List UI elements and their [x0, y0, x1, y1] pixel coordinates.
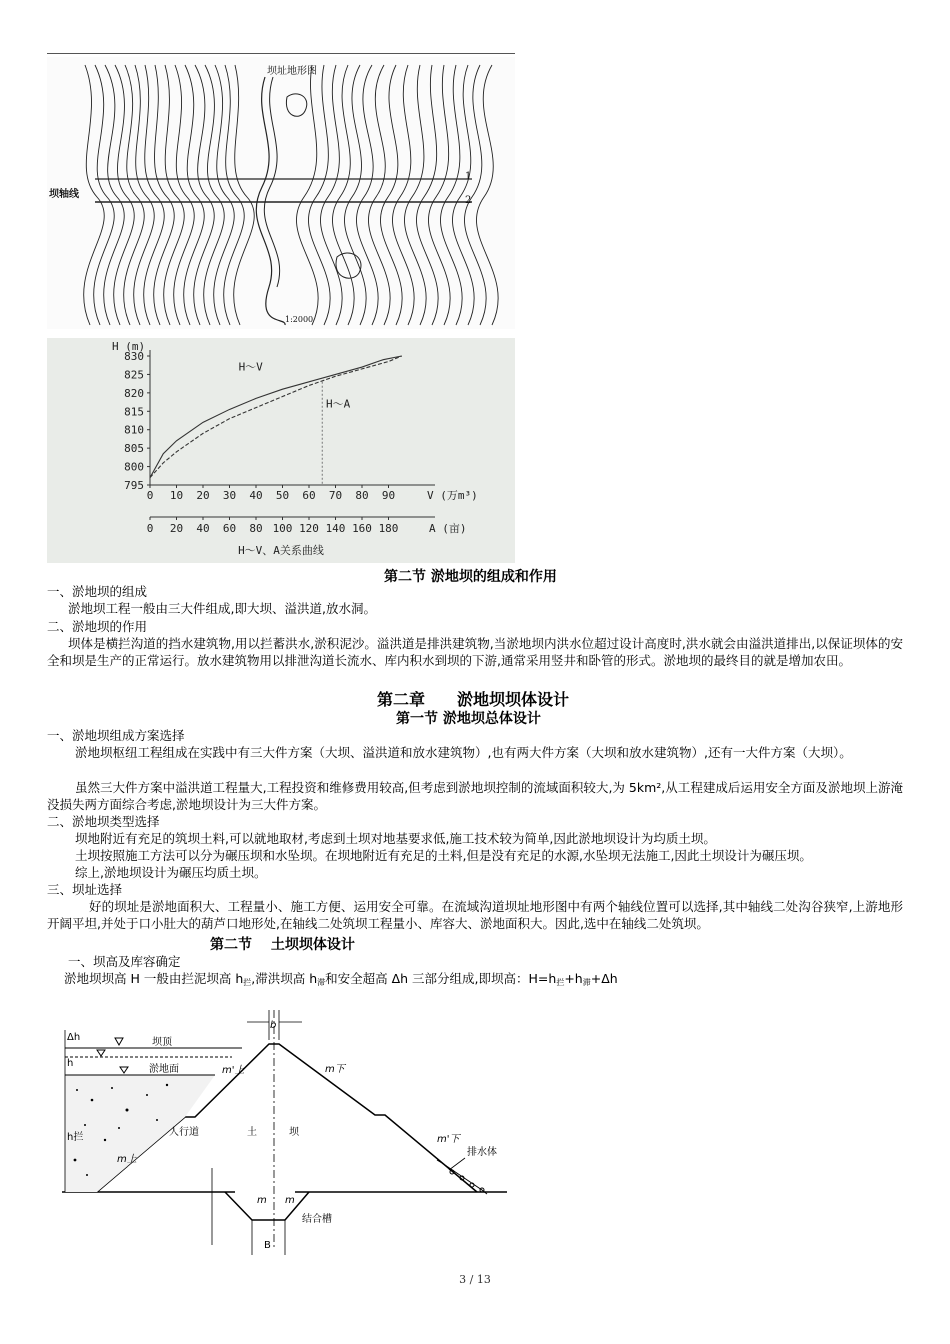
label-m-up: m'上: [222, 1065, 245, 1076]
item-type-p3: 综上,淤地坝设计为碾压均质土坝。: [75, 865, 267, 880]
item-function-title: 二、淤地坝的作用: [47, 619, 148, 634]
item-type-title: 二、淤地坝类型选择: [47, 814, 160, 829]
item-scheme-p1: 淤地坝枢纽工程组成在实践中有三大件方案（大坝、溢洪道和放水建筑物）,也有两大件方案（大坝和放水建筑物）,还有一大件方案（大坝）。: [75, 745, 852, 760]
hva-chart: [47, 338, 515, 563]
contour-line: [368, 65, 390, 325]
axis-line-1-label: 1: [465, 171, 472, 182]
x-top-tick-label: 50: [275, 489, 290, 502]
x-top-tick-label: 80: [355, 489, 369, 502]
chart-title: H～V、A关系曲线: [238, 544, 324, 557]
x-top-tick-label: 0: [146, 489, 154, 502]
section-heading-dam-design: 第二节 土坝坝体设计: [210, 937, 355, 953]
contour-line: [234, 65, 255, 325]
item-function-body: 坝体是横拦沟道的挡水建筑物,用以拦蓄洪水,淤积泥沙。溢洪道是排洪建筑物,当淤地坝内洪水位超过设计高度时,洪水就会由溢洪道排出,以保证坝体的安全和坝是生产的正常运行。放水建筑物用以排泄沟道长流水、库内积水到坝的下游,通常采用竖井和卧管的形式。淤地坝的最终目的就是增加农田。: [47, 636, 903, 668]
label-dh: Δh: [67, 1032, 81, 1043]
contour-line: [416, 65, 438, 325]
label-m-down2: m下: [325, 1064, 345, 1075]
contour-line: [356, 65, 378, 325]
series-line-hv: [150, 356, 402, 478]
label-m: m: [257, 1195, 267, 1206]
contour-line: [476, 65, 498, 325]
label-trench: 结合槽: [302, 1214, 332, 1225]
label-m-up2: m上: [117, 1154, 137, 1165]
contour-line: [392, 65, 414, 325]
contour-line: [380, 65, 402, 325]
x-top-tick-label: 60: [302, 489, 316, 502]
x-top-tick-label: 40: [249, 489, 263, 502]
item-type-p1: 坝地附近有充足的筑坝土料,可以就地取材,考虑到土坝对地基要求低,施工技术较为简单,因此淤地坝设计为均质土坝。: [75, 831, 716, 846]
label-crest: 坝顶: [152, 1037, 172, 1048]
label-m-down: m'下: [437, 1134, 460, 1145]
item-scheme-title: 一、淤地坝组成方案选择: [47, 728, 185, 743]
contour-line: [264, 77, 279, 287]
chapter-title: 第二章 淤地坝坝体设计: [377, 690, 570, 709]
page-number: 3 / 13: [459, 1273, 491, 1286]
header-rule: [47, 53, 515, 54]
item-composition-body: 淤地坝工程一般由三大件组成,即大坝、溢洪道,放水洞。: [68, 601, 376, 616]
y-axis-label: H (m): [112, 340, 146, 353]
x-bottom-tick-label: 160: [352, 522, 372, 535]
axis-line-2-label: 2: [465, 195, 472, 206]
x-bottom-tick-label: 120: [299, 522, 319, 535]
section-heading-overall: 第一节 淤地坝总体设计: [396, 711, 541, 727]
label-b: b: [270, 1020, 277, 1031]
x-bottom-tick-label: 60: [222, 522, 237, 535]
dam-cross-section: [57, 1000, 517, 1258]
topographic-map: [47, 57, 515, 329]
item-type-p2: 土坝按照施工方法可以分为碾压坝和水坠坝。在坝地附近有充足的土料,但是没有充足的水源,水坠坝无法施工,因此土坝设计为碾压坝。: [75, 848, 812, 863]
dam-svg: [57, 1000, 517, 1258]
series-label-hv: H～V: [238, 360, 263, 374]
x-bottom-tick-label: 100: [272, 522, 293, 535]
topo-contours: [47, 57, 515, 329]
x-bottom-tick-label: 20: [169, 522, 184, 535]
topo-title: 坝址地形图: [267, 66, 317, 77]
x-top-tick-label: 10: [169, 489, 184, 502]
label-dam-char1: 土: [247, 1127, 257, 1138]
label-walkway: 人行道: [169, 1127, 199, 1138]
label-drain: 排水体: [467, 1147, 497, 1158]
label-h-zhi: h: [67, 1058, 74, 1069]
y-tick-label: 805: [124, 442, 144, 456]
item-site-p1: 好的坝址是淤地面积大、工程量小、施工方便、运用安全可靠。在流域沟道坝址地形图中有两个轴线位置可以选择,其中轴线二处沟谷狭窄,上游地形开阔平坦,并处于口小肚大的葫芦口地形处,在轴线二处筑坝工程量小、库容大、淤地面积大。因此,选中在轴线二处筑坝。: [47, 899, 903, 931]
item-site-title: 三、坝址选择: [47, 882, 123, 897]
x-top-tick-label: 90: [381, 489, 396, 502]
label-silt-surface: 淤地面: [149, 1064, 179, 1075]
contour-line: [404, 65, 426, 325]
x-top-axis-label: V (万m³): [427, 489, 478, 502]
contour-line: [286, 94, 306, 116]
x-bottom-tick-label: 40: [196, 522, 210, 535]
contour-line: [332, 65, 354, 325]
dam-height-formula: 淤地坝坝高 H 一般由拦泥坝高 $h_拦$,滞洪坝高 $h_滞$和安全超高 Δh 三部分组成,即坝高：$H=h_拦+h_滞+\Delta h$: [64, 971, 618, 987]
y-tick-label: 810: [124, 423, 144, 437]
map-scale: 1:2000: [285, 315, 314, 324]
item-composition-title: 一、淤地坝的组成: [47, 584, 148, 599]
y-tick-label: 800: [124, 460, 144, 474]
x-top-tick-label: 70: [328, 489, 343, 502]
x-bottom-axis-label: A (亩): [429, 522, 467, 535]
item-scheme-p2: 虽然三大件方案中溢洪道工程量大,工程投资和维修费用较高,但考虑到淤地坝控制的流域面积较大,为 5km²,从工程建成后运用安全方面及淤地坝上游淹没损失两方面综合考虑,淤地坝设计为三大件方案。: [47, 780, 903, 812]
y-tick-label: 815: [124, 405, 144, 419]
y-tick-label: 825: [124, 368, 144, 382]
contour-line: [296, 65, 318, 325]
dam-axis-label: 坝轴线: [49, 189, 79, 200]
label-m2: m: [285, 1195, 295, 1206]
x-top-tick-label: 30: [222, 489, 237, 502]
item-height-title: 一、坝高及库容确定: [68, 954, 181, 969]
x-bottom-tick-label: 80: [249, 522, 263, 535]
label-dam-char2: 坝: [289, 1127, 299, 1138]
label-h-lan: h拦: [67, 1132, 84, 1143]
x-bottom-tick-label: 140: [325, 522, 346, 535]
x-top-tick-label: 20: [196, 489, 210, 502]
section-heading-composition: 第二节 淤地坝的组成和作用: [384, 569, 557, 585]
series-label-ha: H～A: [326, 397, 351, 411]
label-B: B: [264, 1240, 271, 1251]
chart-svg: [47, 338, 515, 563]
y-tick-label: 795: [124, 479, 144, 492]
y-tick-label: 820: [124, 386, 144, 400]
x-bottom-tick-label: 0: [146, 522, 154, 535]
x-bottom-tick-label: 180: [378, 522, 399, 535]
contour-line: [336, 253, 361, 278]
series-line-ha: [150, 356, 402, 478]
contour-line: [320, 65, 342, 325]
y-tick-label: 830: [124, 350, 144, 363]
